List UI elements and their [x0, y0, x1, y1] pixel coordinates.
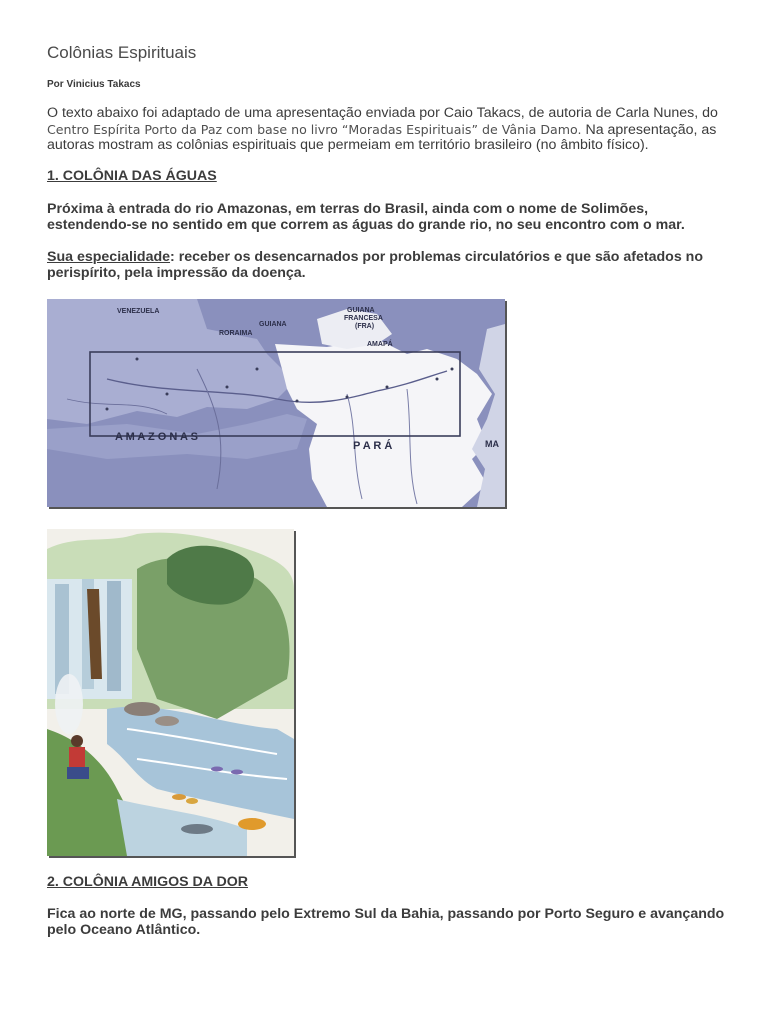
byline: Por Vinicius Takacs — [47, 79, 141, 90]
intro-part-3: Na apresentação, as autoras mostram as colônias espirituais que permeiam em território brasileiro (no âmbito físico). — [47, 121, 717, 153]
specialty-text: : receber os desencarnados por problemas circulatórios e que são afetados no perispírito, pela impressão da doença. — [47, 249, 704, 281]
waterfall-illustration — [47, 529, 294, 856]
map-label-roraima: RORAIMA — [219, 330, 253, 337]
amazon-map-image — [47, 299, 505, 507]
map-label-guiana-fr-1: GUIANA — [347, 307, 375, 314]
map-label-amazonas: A M A Z O N A S — [115, 431, 198, 443]
section-2-heading: 2. COLÔNIA AMIGOS DA DOR — [47, 874, 248, 890]
map-label-guiana-fr-2: FRANCESA — [344, 315, 383, 322]
map-label-venezuela: VENEZUELA — [117, 308, 160, 315]
map-label-amapa: AMAPÁ — [367, 341, 393, 348]
section-1-heading: 1. COLÔNIA DAS ÁGUAS — [47, 168, 217, 184]
map-label-para: P A R Á — [353, 440, 393, 452]
page-title: Colônias Espirituais — [47, 43, 197, 62]
intro-part-1: O texto abaixo foi adaptado de uma apresentação enviada por Caio Takacs, de autoria de Carla Nunes, do — [47, 105, 718, 121]
intro-paragraph — [47, 106, 732, 154]
specialty-label: Sua especialidade — [47, 249, 171, 265]
section-2-paragraph: Fica ao norte de MG, passando pelo Extremo Sul da Bahia, passando por Porto Seguro e avançando pelo Oceano Atlântico. — [47, 906, 725, 938]
map-label-guiana: GUIANA — [259, 321, 287, 328]
intro-part-2: Centro Espírita Porto da Paz com base no livro “Moradas Espirituais” de Vânia Damo. — [47, 121, 582, 137]
map-label-guiana-fr-3: (FRA) — [355, 323, 375, 330]
section-1-paragraph: Próxima à entrada do rio Amazonas, em terras do Brasil, ainda com o nome de Solimões, estendendo-se no sentido em que correm as águas do grande rio, no seu encontro com o mar. — [47, 201, 685, 233]
specialty-paragraph — [47, 250, 732, 281]
map-label-ma: MA — [485, 439, 499, 449]
